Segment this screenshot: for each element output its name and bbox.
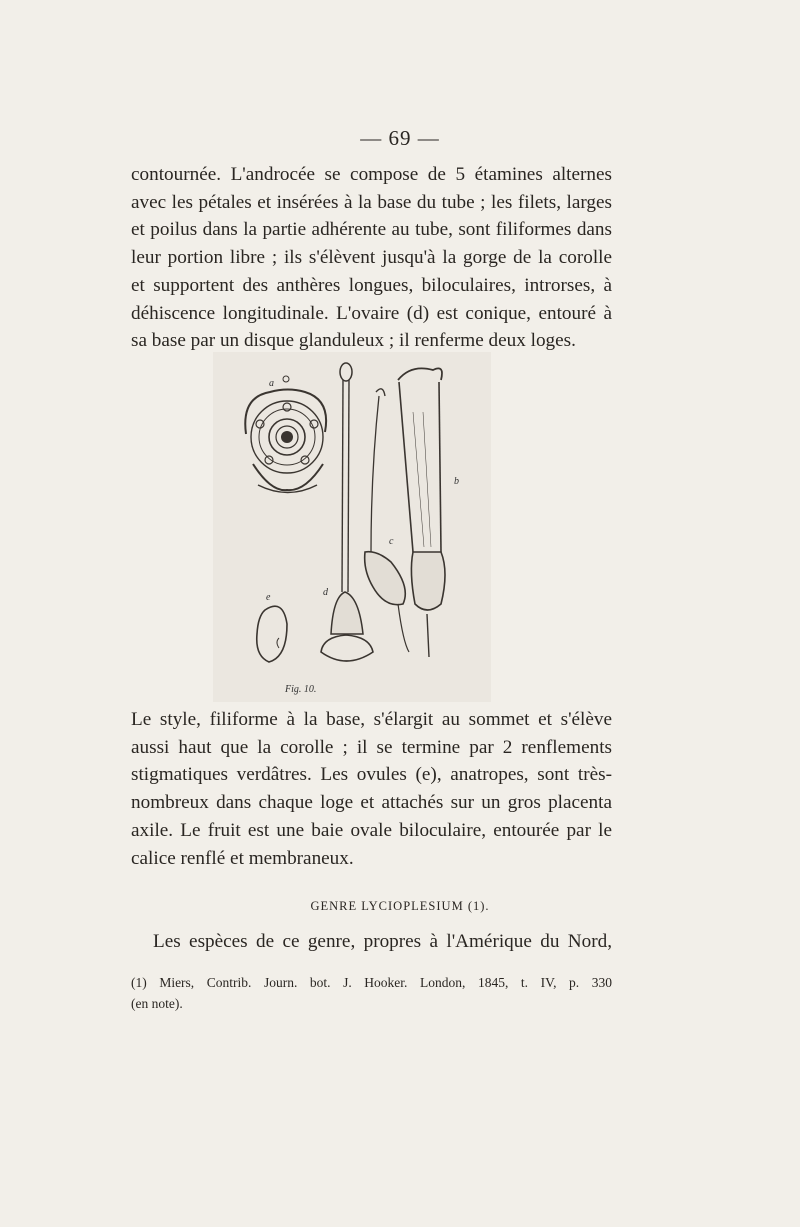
paragraph-line: et supportent des anthères longues, biloculaires, introrses, à [131,274,612,296]
paragraph-line: contournée. L'androcée se compose de 5 étamines alternes [131,164,612,185]
flower-illustration [213,352,491,702]
paragraph-line: Le style, filiforme à la base, s'élargit au sommet et s'élève [131,709,612,730]
paragraph-line: déhiscence longitudinale. L'ovaire (d) est conique, entouré à [131,302,612,324]
footnote [131,972,612,1014]
paragraph-1 [131,161,612,355]
figure-label: b [454,476,459,487]
footnote-line: (en note). [131,996,183,1011]
paragraph-line: Les espèces de ce genre, propres à l'Amérique du Nord, [153,931,612,952]
paragraph-line: et poilus dans la partie adhérente au tube, sont filiformes dans [131,219,612,241]
paragraph-2 [131,706,612,872]
footnote-line: (1) Miers, Contrib. Journ. bot. J. Hooker. London, 1845, t. IV, p. 330 [131,975,612,990]
paragraph-line: leur portion libre ; ils s'élèvent jusqu'à la gorge de la corolle [131,247,612,269]
figure-caption: Fig. 10. [285,684,317,695]
figure-label: a [269,378,274,389]
paragraph-line: calice renflé et membraneux. [131,847,354,869]
botanical-figure [213,352,491,702]
corolla-drawing [398,368,445,657]
paragraph-line: nombreux dans chaque loge et attachés sur un gros placenta [131,792,612,814]
paragraph-line: avec les pétales et insérées à la base du tube ; les filets, larges [131,191,612,213]
floral-diagram [245,376,326,493]
paragraph-3 [131,928,612,956]
pistil-drawing [321,363,373,661]
figure-label: d [323,587,328,598]
paragraph-line: aussi haut que la corolle ; il se termine par 2 renflements [131,736,612,758]
figure-label: c [389,536,394,547]
page-number: — 69 — [360,126,440,150]
figure-label: e [266,592,271,603]
paragraph-line: axile. Le fruit est une baie ovale biloculaire, entourée par le [131,819,612,841]
section-title: GENRE LYCIOPLESIUM (1). [310,899,490,913]
paragraph-line: stigmatiques verdâtres. Les ovules (e), anatropes, sont très- [131,764,612,786]
ovule-drawing [257,606,287,662]
paragraph-line: sa base par un disque glanduleux ; il renferme deux loges. [131,330,576,352]
